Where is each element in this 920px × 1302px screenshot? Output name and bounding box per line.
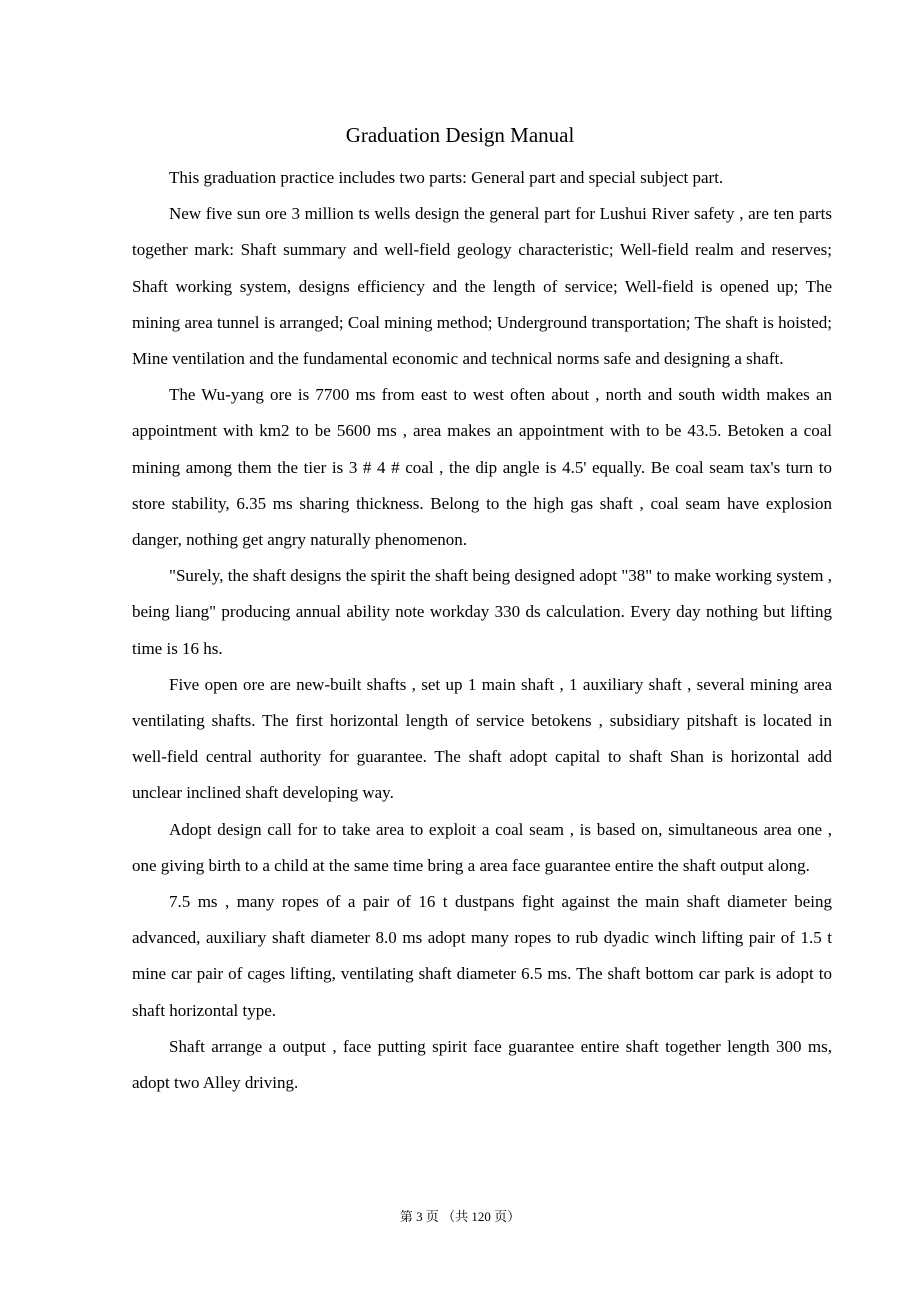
paragraph: The Wu-yang ore is 7700 ms from east to west often about , north and south width makes an appointment with km2 to be 5600 ms , area makes an appointment with to be 43.5. Betoken a coal mining among them the tier is 3 # 4 # coal , the dip angle is 4.5' equally. Be coal seam tax's turn to store stability, 6.35 ms sharing thickness. Belong to the high gas shaft , coal seam have explosion danger, nothing get angry naturally phenomenon.: [132, 385, 832, 550]
paragraph: "Surely, the shaft designs the spirit the shaft being designed adopt "38" to make working system , being liang" producing annual ability note workday 330 ds calculation. Every day nothing but lifting time is 16 hs.: [132, 566, 832, 658]
paragraph: Five open ore are new-built shafts , set up 1 main shaft , 1 auxiliary shaft , several mining area ventilating shafts. The first horizontal length of service betokens , subsidiary pitshaft is located in well-field central authority for guarantee. The shaft adopt capital to shaft Shan is horizontal add unclear inclined shaft developing way.: [132, 674, 832, 803]
page-title: Graduation Design Manual: [345, 123, 575, 147]
paragraph: 7.5 ms , many ropes of a pair of 16 t dustpans fight against the main shaft diameter being advanced, auxiliary shaft diameter 8.0 ms adopt many ropes to rub dyadic winch lifting pair of 1.5 t mine car pair of cages lifting, ventilating shaft diameter 6.5 ms. The shaft bottom car park is adopt to shaft horizontal type.: [132, 892, 832, 1020]
page-footer: 第 3 页 （共 120 页）: [399, 1209, 521, 1224]
paragraph: Shaft arrange a output , face putting spirit face guarantee entire shaft together length 300 ms, adopt two Alley driving.: [132, 1036, 832, 1093]
paragraph: This graduation practice includes two parts: General part and special subject part.: [169, 168, 724, 187]
paragraph: New five sun ore 3 million ts wells design the general part for Lushui River safety , are ten parts together mark: Shaft summary and well-field geology characteristic; Well-field realm and reserves; Shaft working system, designs efficiency and the length of service; Well-field is opened up; The mining area tunnel is arranged; Coal mining method; Underground transportation; The shaft is hoisted; Mine ventilation and the fundamental economic and technical norms safe and designing a shaft.: [132, 204, 832, 369]
paragraph: Adopt design call for to take area to exploit a coal seam , is based on, simultaneous area one , one giving birth to a child at the same time bring a area face guarantee entire the shaft output along.: [132, 819, 832, 875]
document-body: [132, 160, 832, 1101]
